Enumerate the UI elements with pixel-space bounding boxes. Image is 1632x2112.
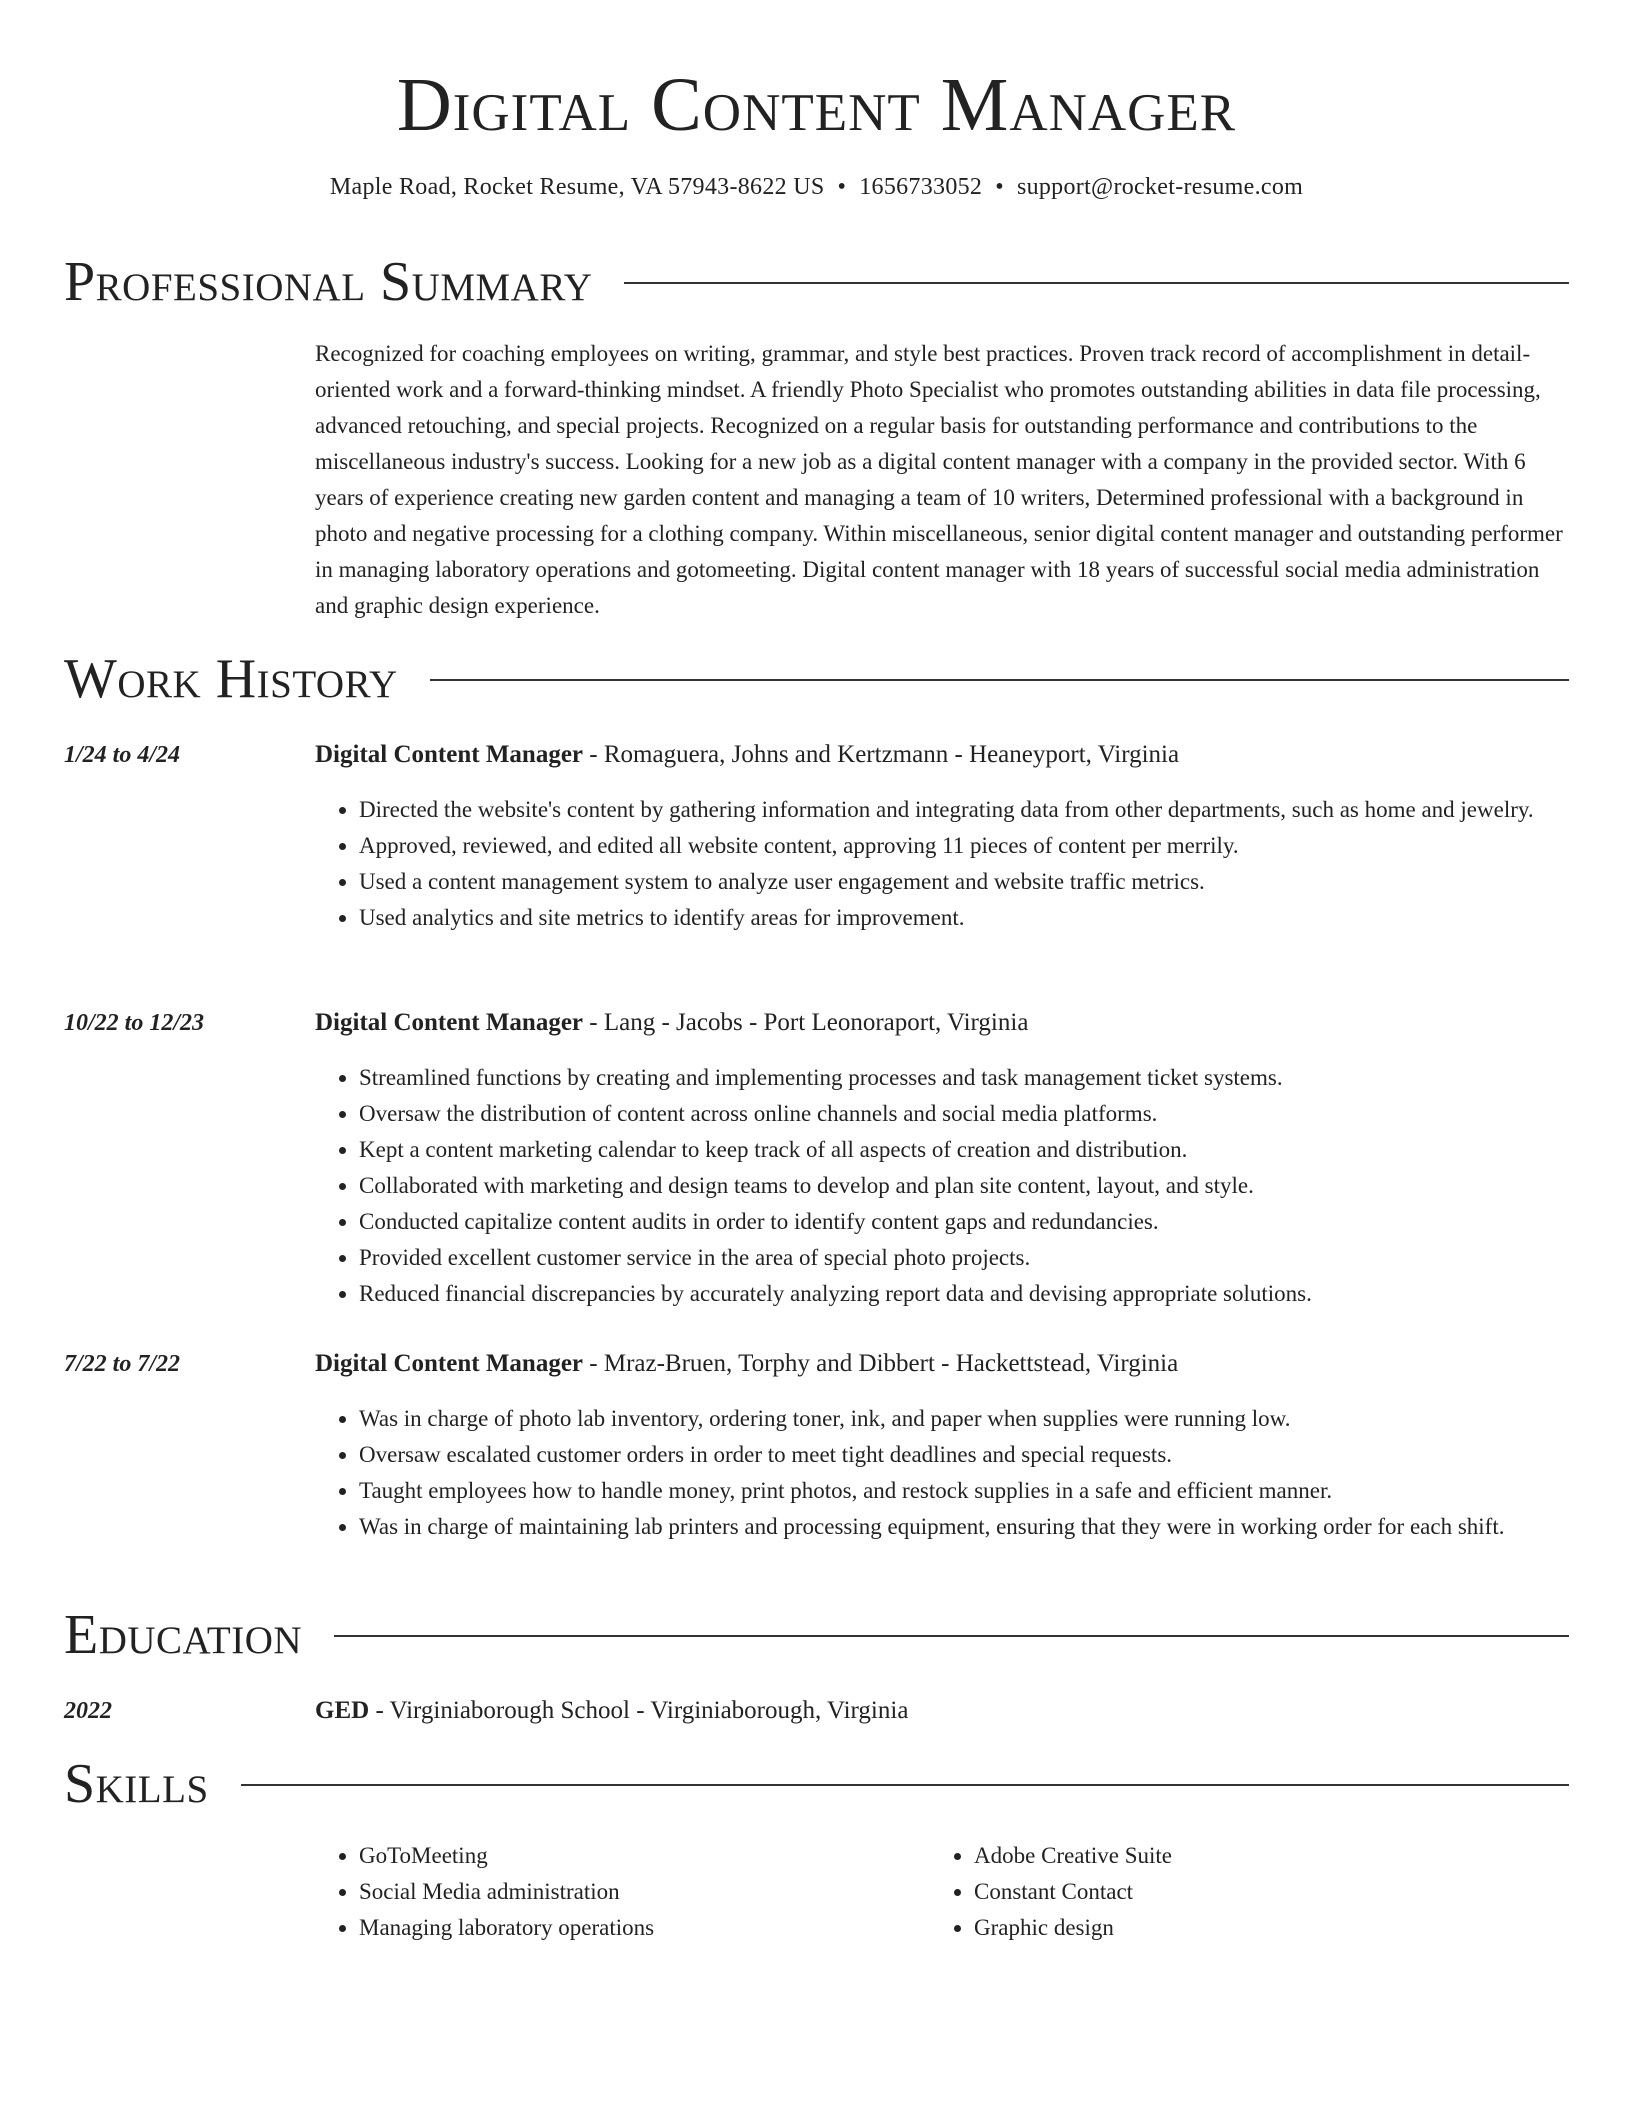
- resume-page: [64, 0, 1569, 1940]
- section-divider: [430, 679, 1569, 681]
- education-line: [315, 1694, 1569, 1728]
- job-date: 10/22 to 12/23: [64, 1010, 205, 1036]
- job-bullet: • Kept a content marketing calendar to keep track of all aspects of creation and distribution.: [359, 1132, 1569, 1168]
- separator-dot: •: [995, 174, 1004, 200]
- section-title-work: Work History: [64, 648, 398, 710]
- job-bullet: • Streamlined functions by creating and implementing processes and task management ticket systems.: [359, 1060, 1569, 1096]
- education-year: 2022: [64, 1698, 112, 1724]
- address: Maple Road, Rocket Resume, VA 57943-8622 US: [329, 174, 825, 200]
- job-date: 7/22 to 7/22: [64, 1351, 181, 1377]
- section-divider: [241, 1784, 1569, 1786]
- summary-text: Recognized for coaching employees on writing, grammar, and style best practices. Proven track record of accomplishment in detail-oriented work and a forward-thinking mindset. A friendly Photo Specialist who promotes outstanding abilities in data file processing, advanced retouching, and special projects. Recognized on a regular basis for outstanding performance and contributions to the miscellaneous industry's success. Looking for a new job as a digital content manager with a company in the provided sector. With 6 years of experience creating new garden content and managing a team of 10 writers, Determined professional with a background in photo and negative processing for a clothing company. Within miscellaneous, senior digital content manager and outstanding performer in managing laboratory operations and gotomeeting. Digital content manager with 18 years of successful social media administration and graphic design experience.: [315, 341, 1563, 618]
- job-title: Digital Content Manager: [315, 1350, 584, 1377]
- job-details: - Lang - Jacobs - Port Leonoraport, Virginia: [583, 1009, 1029, 1036]
- job-bullet: • Collaborated with marketing and design teams to develop and plan site content, layout, and style.: [359, 1168, 1569, 1204]
- job-title-line: [315, 1006, 1569, 1040]
- contact-line: [64, 172, 1569, 202]
- job-bullet: • Oversaw escalated customer orders in order to meet tight deadlines and special requests.: [359, 1437, 1569, 1473]
- section-title-education: Education: [64, 1604, 303, 1666]
- section-divider: [624, 282, 1569, 284]
- section-divider: [334, 1635, 1569, 1637]
- skills-list-right: [930, 1838, 1172, 1946]
- job-bullet: • Used analytics and site metrics to identify areas for improvement.: [359, 900, 1569, 936]
- job-bullets: [315, 792, 1569, 936]
- job-bullet: • Taught employees how to handle money, print photos, and restock supplies in a safe and efficient manner.: [359, 1473, 1569, 1509]
- job-entry: [64, 738, 1569, 936]
- skill-item: • Graphic design: [974, 1910, 1172, 1946]
- education-details: - Virginiaborough School - Virginiaborough, Virginia: [369, 1697, 909, 1724]
- education-degree: GED: [315, 1697, 370, 1724]
- job-bullet: • Oversaw the distribution of content across online channels and social media platforms.: [359, 1096, 1569, 1132]
- job-bullet: • Was in charge of photo lab inventory, ordering toner, ink, and paper when supplies were running low.: [359, 1401, 1569, 1437]
- section-title-skills: Skills: [64, 1753, 209, 1815]
- skill-item: • Social Media administration: [359, 1874, 654, 1910]
- education-section-header: [64, 1603, 1569, 1667]
- job-title-line: [315, 1347, 1569, 1381]
- summary-section-header: [64, 250, 1569, 314]
- job-bullets: [315, 1401, 1569, 1545]
- resume-name: Digital Content Manager: [396, 63, 1237, 147]
- job-entry: [64, 1006, 1569, 1312]
- skills-list-left: [315, 1838, 654, 1946]
- job-bullet: • Reduced financial discrepancies by accurately analyzing report data and devising appropriate solutions.: [359, 1276, 1569, 1312]
- job-title: Digital Content Manager: [315, 741, 584, 768]
- job-bullet: • Was in charge of maintaining lab printers and processing equipment, ensuring that they were in working order for each shift.: [359, 1509, 1569, 1545]
- education-entry: [64, 1694, 1569, 1728]
- job-bullet: • Conducted capitalize content audits in order to identify content gaps and redundancies.: [359, 1204, 1569, 1240]
- job-date: 1/24 to 4/24: [64, 742, 181, 768]
- skill-item: • Constant Contact: [974, 1874, 1172, 1910]
- phone: 1656733052: [859, 174, 983, 200]
- email: support@rocket-resume.com: [1016, 174, 1304, 200]
- work-section-header: [64, 647, 1569, 711]
- job-details: - Mraz-Bruen, Torphy and Dibbert - Hackettstead, Virginia: [583, 1350, 1179, 1377]
- skill-item: • Adobe Creative Suite: [974, 1838, 1172, 1874]
- job-bullet: • Used a content management system to analyze user engagement and website traffic metrics.: [359, 864, 1569, 900]
- job-bullets: [315, 1060, 1569, 1312]
- job-details: - Romaguera, Johns and Kertzmann - Heaneyport, Virginia: [583, 741, 1180, 768]
- job-bullet: • Approved, reviewed, and edited all website content, approving 11 pieces of content per merrily.: [359, 828, 1569, 864]
- section-title-summary: Professional Summary: [64, 251, 593, 313]
- separator-dot: •: [837, 174, 847, 200]
- job-entry: [64, 1347, 1569, 1545]
- job-bullet: • Directed the website's content by gathering information and integrating data from other departments, such as home and jewelry.: [359, 792, 1569, 828]
- job-title: Digital Content Manager: [315, 1009, 584, 1036]
- job-title-line: [315, 738, 1569, 772]
- job-bullet: • Provided excellent customer service in the area of special photo projects.: [359, 1240, 1569, 1276]
- skill-item: • Managing laboratory operations: [359, 1910, 654, 1946]
- skill-item: • GoToMeeting: [359, 1838, 654, 1874]
- skills-section-header: [64, 1752, 1569, 1816]
